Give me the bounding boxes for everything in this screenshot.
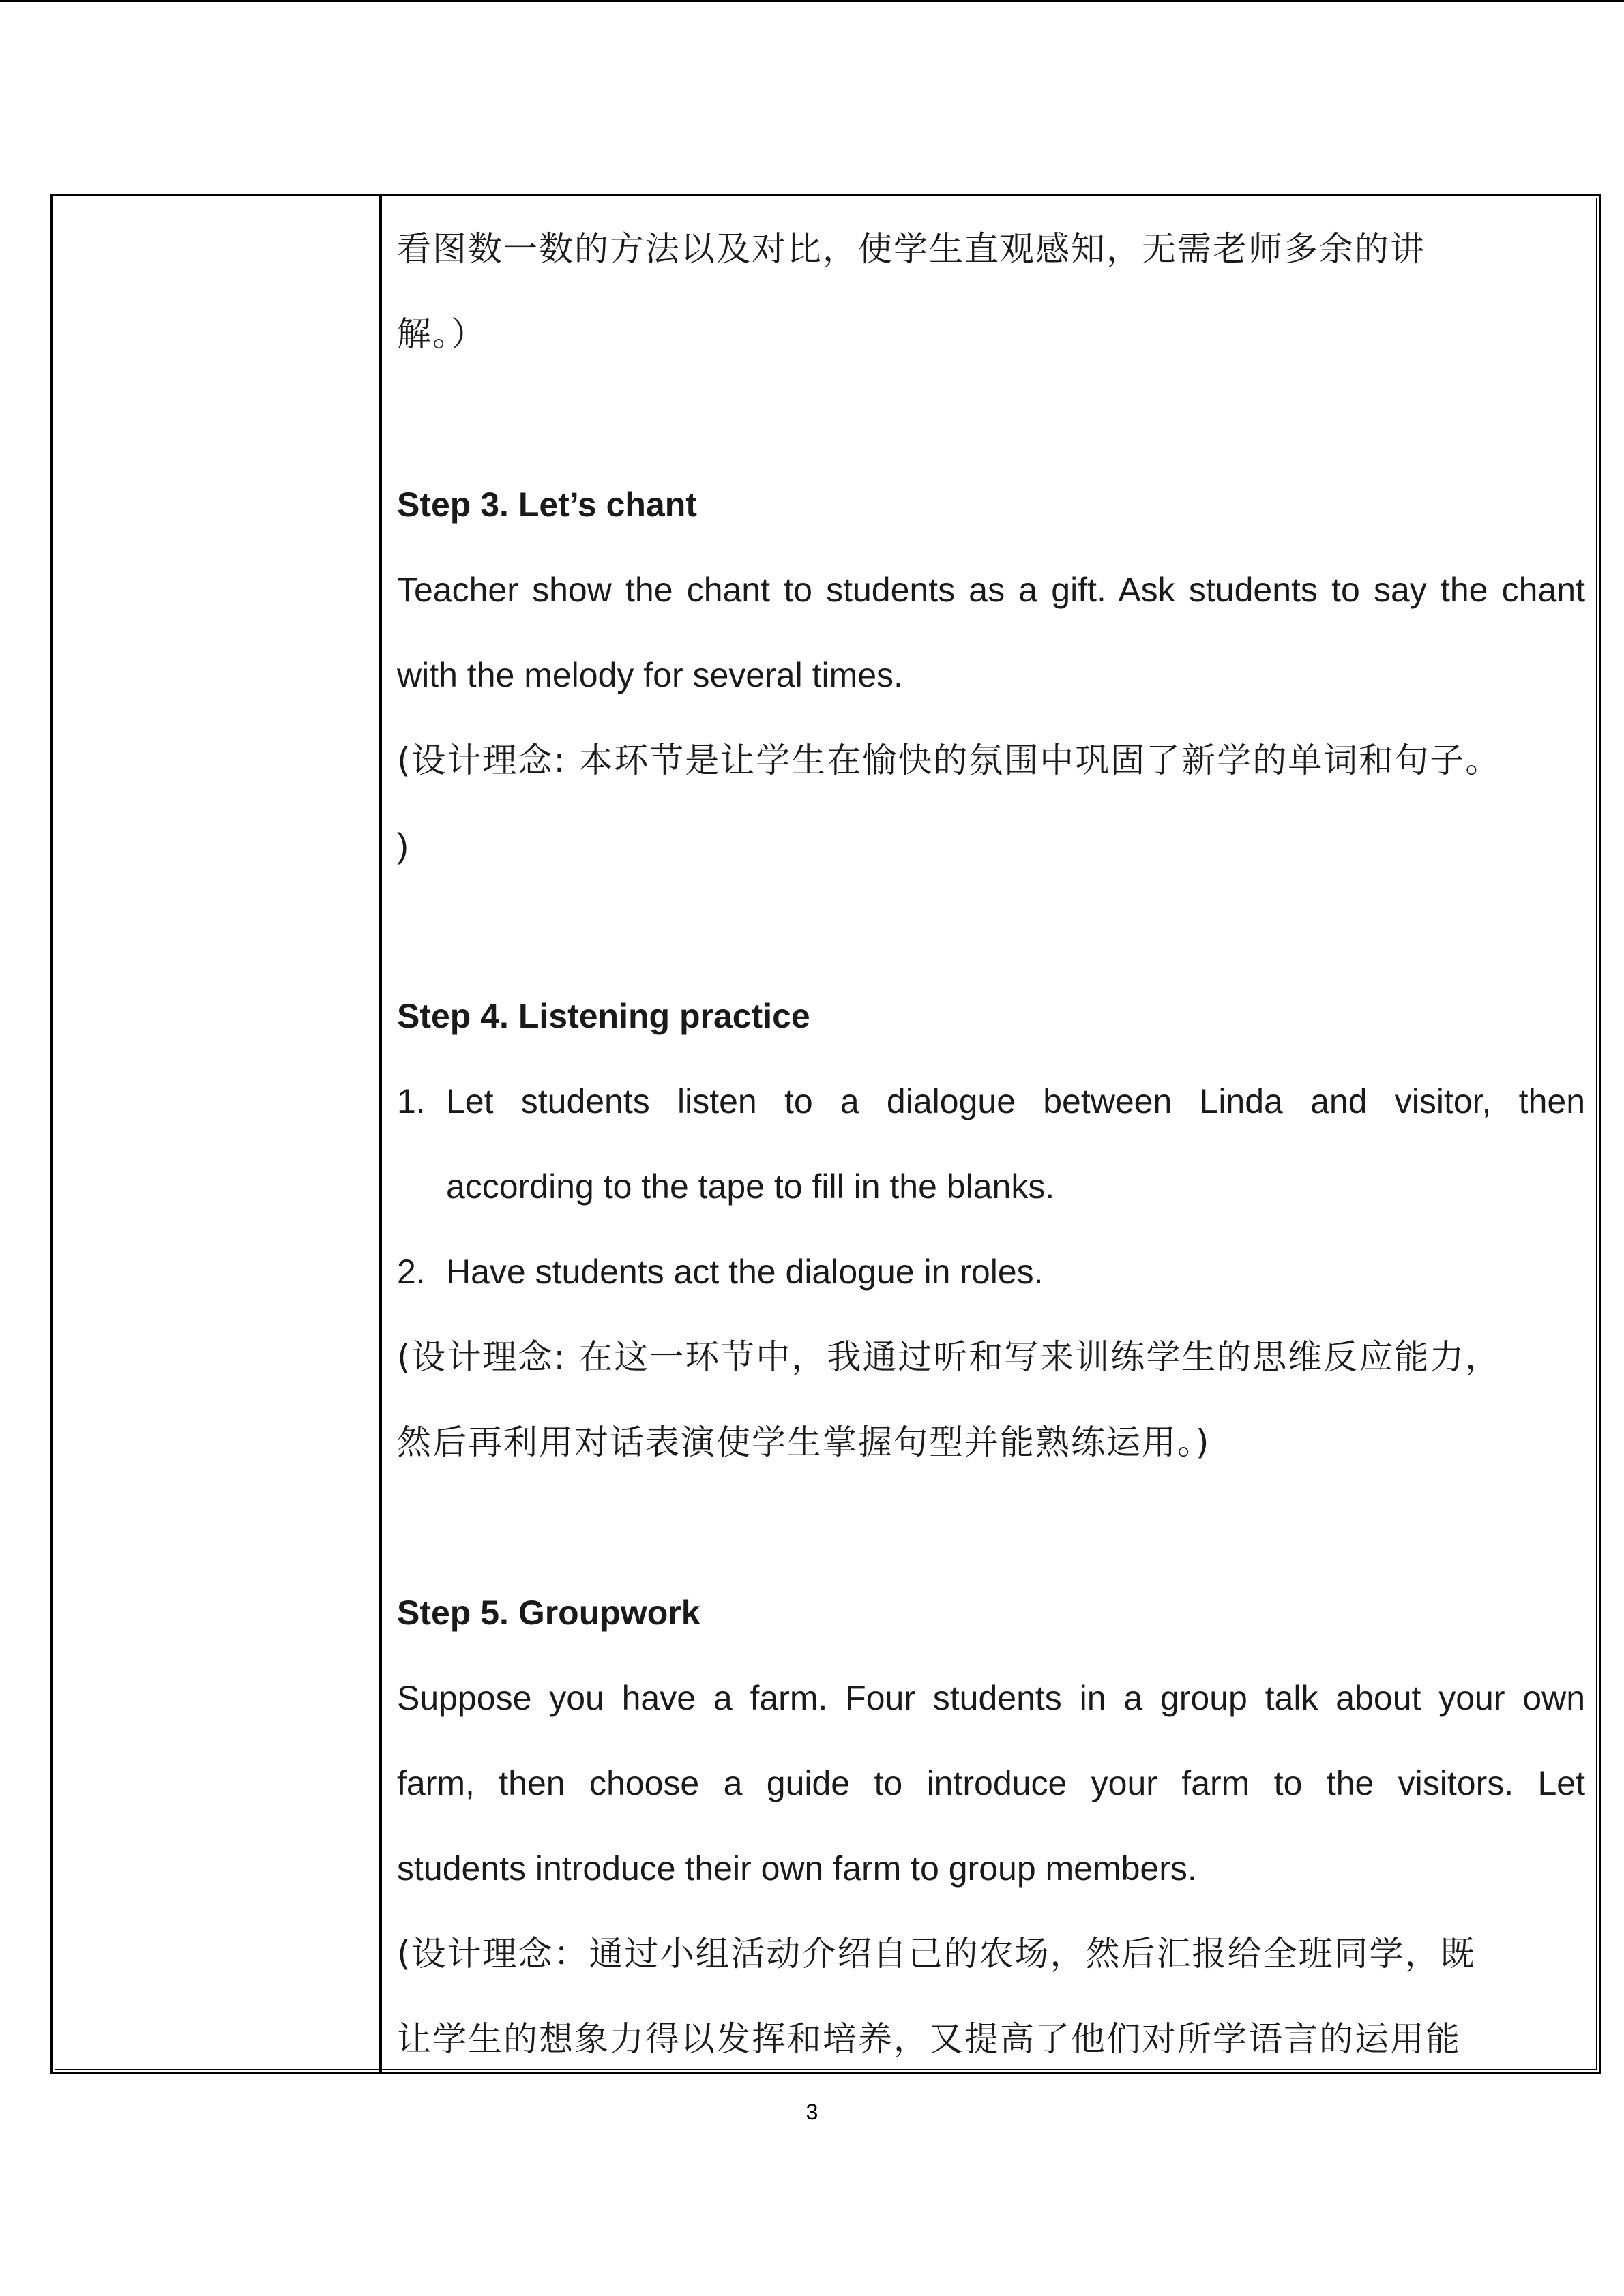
continued-paragraph-line-2: 解。）	[397, 314, 486, 354]
step3-design-note-line-2: )	[397, 826, 409, 865]
step5-heading: Step 5. Groupwork	[397, 1594, 700, 1632]
spacer	[397, 377, 1585, 462]
table-right-column	[382, 196, 1599, 2072]
list-number: 2.	[397, 1253, 426, 1291]
step4-item-2-line-1: Have students act the dialogue in roles.	[446, 1253, 1044, 1291]
step3-body-line-2: with the melody for several times.	[397, 656, 903, 694]
table-left-column	[53, 196, 382, 2072]
continued-paragraph-line-1: 看图数一数的方法以及对比，使学生直观感知，无需老师多余的讲	[397, 229, 1426, 269]
page-number: 3	[806, 2100, 818, 2124]
step5-body-line-2: farm, then choose a guide to introduce your farm to the visitors. Let	[397, 1764, 1585, 1802]
step4-list-item-2	[397, 1229, 1585, 1315]
lesson-plan-table	[50, 194, 1601, 2074]
step5-body-line-1: Suppose you have a farm. Four students in a group talk about your own	[397, 1679, 1585, 1717]
list-number: 1.	[397, 1082, 426, 1120]
step3-heading: Step 3. Let’s chant	[397, 486, 697, 524]
step5-design-note-line-2: 让学生的想象力得以发挥和培养，又提高了他们对所学语言的运用能	[397, 2019, 1461, 2059]
step5-design-note-line-1: (设计理念：通过小组活动介绍自己的农场，然后汇报给全班同学，既	[397, 1934, 1476, 1973]
step5-body-line-3: students introduce their own farm to group members.	[397, 1849, 1197, 1888]
spacer	[397, 1485, 1585, 1570]
step4-heading: Step 4. Listening practice	[397, 997, 810, 1035]
step4-design-note-line-1: (设计理念: 在这一环节中，我通过听和写来训练学生的思维反应能力，	[397, 1337, 1501, 1377]
top-border-rule	[0, 0, 1624, 2]
step4-item-1-line-2: according to the tape to fill in the blanks.	[446, 1167, 1055, 1206]
step4-item-1-line-1: Let students listen to a dialogue between Linda and visitor, then	[446, 1082, 1585, 1120]
step3-body-line-1: Teacher show the chant to students as a gift. Ask students to say the chant	[397, 571, 1585, 609]
spacer	[397, 889, 1585, 974]
step3-design-note-line-1: (设计理念: 本环节是让学生在愉快的氛围中巩固了新学的单词和句子。	[397, 741, 1501, 780]
step4-list-item-1	[397, 1059, 1585, 1144]
step4-design-note-line-2: 然后再利用对话表演使学生掌握句型并能熟练运用。)	[397, 1422, 1211, 1462]
